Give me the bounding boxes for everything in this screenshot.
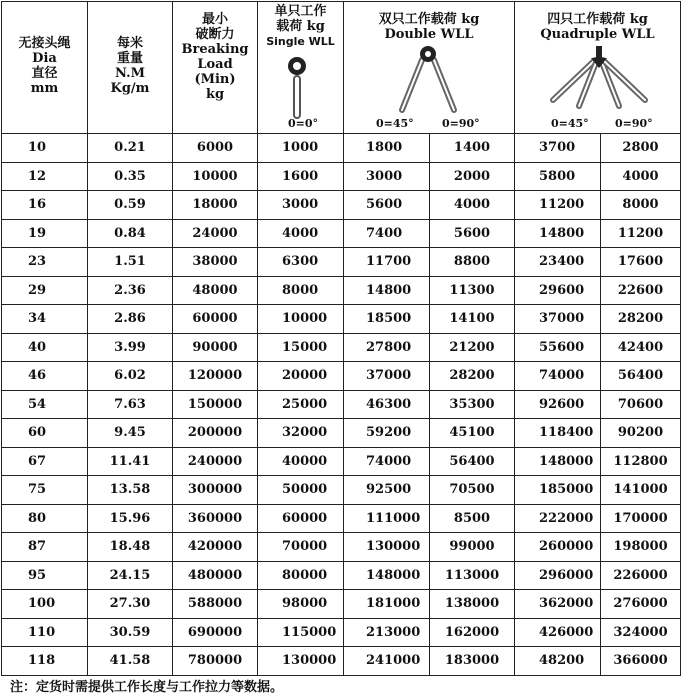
table-cell: 24.15: [88, 561, 173, 590]
table-cell: 59200: [344, 419, 430, 448]
table-cell: 28200: [601, 305, 681, 334]
table-cell: 90000: [173, 333, 258, 362]
table-row: [2, 362, 681, 391]
table-cell: 200000: [173, 419, 258, 448]
table-cell: 60: [2, 419, 88, 448]
table-cell: 25000: [258, 390, 344, 419]
table-cell: 46300: [344, 390, 430, 419]
table-cell: 74000: [515, 362, 601, 391]
header-weight-line: N.M: [115, 66, 145, 81]
table-cell: 0.35: [88, 162, 173, 191]
table-cell: 3700: [515, 134, 601, 163]
table-cell: 60000: [258, 504, 344, 533]
table-cell: 40: [2, 333, 88, 362]
table-cell: 1800: [344, 134, 430, 163]
table-cell: 8800: [430, 248, 515, 277]
table-cell: 38000: [173, 248, 258, 277]
table-cell: 118: [2, 647, 88, 676]
table-cell: 426000: [515, 618, 601, 647]
table-row: [2, 476, 681, 505]
table-cell: 27.30: [88, 590, 173, 619]
header-dia: [2, 2, 88, 134]
table-cell: 241000: [344, 647, 430, 676]
header-single-line: 单只工作: [274, 4, 327, 19]
table-cell: 324000: [601, 618, 681, 647]
table-cell: 24000: [173, 219, 258, 248]
header-quadruple-wll: [515, 2, 681, 134]
table-cell: 29600: [515, 276, 601, 305]
table-cell: 13.58: [88, 476, 173, 505]
table-cell: 55600: [515, 333, 601, 362]
table-cell: 5600: [430, 219, 515, 248]
table-cell: 420000: [173, 533, 258, 562]
table-cell: 10000: [258, 305, 344, 334]
table-cell: 480000: [173, 561, 258, 590]
table-cell: 18500: [344, 305, 430, 334]
table-row: [2, 504, 681, 533]
table-cell: 112800: [601, 447, 681, 476]
table-row: [2, 219, 681, 248]
table-cell: 70500: [430, 476, 515, 505]
table-row: [2, 533, 681, 562]
table-cell: 14800: [515, 219, 601, 248]
table-cell: 1400: [430, 134, 515, 163]
header-breaking-line: (Min): [194, 72, 236, 87]
table-cell: 183000: [430, 647, 515, 676]
table-row: [2, 561, 681, 590]
table-cell: 40000: [258, 447, 344, 476]
table-row: [2, 248, 681, 277]
header-double-line: 双只工作载荷 kg: [378, 12, 480, 27]
table-cell: 22600: [601, 276, 681, 305]
table-cell: 130000: [258, 647, 344, 676]
table-cell: 56400: [430, 447, 515, 476]
quadruple-sling-icon: [515, 2, 681, 134]
table-cell: 80000: [258, 561, 344, 590]
table-row: [2, 305, 681, 334]
table-cell: 30.59: [88, 618, 173, 647]
table-cell: 37000: [344, 362, 430, 391]
table-cell: 0.59: [88, 191, 173, 220]
table-cell: 588000: [173, 590, 258, 619]
table-row: [2, 590, 681, 619]
table-cell: 12: [2, 162, 88, 191]
table-cell: 98000: [258, 590, 344, 619]
table-cell: 5800: [515, 162, 601, 191]
table-cell: 21200: [430, 333, 515, 362]
table-row: [2, 191, 681, 220]
table-cell: 2800: [601, 134, 681, 163]
table-cell: 14100: [430, 305, 515, 334]
table-cell: 4000: [258, 219, 344, 248]
table-cell: 115000: [258, 618, 344, 647]
table-cell: 690000: [173, 618, 258, 647]
table-cell: 100: [2, 590, 88, 619]
table-cell: 366000: [601, 647, 681, 676]
table-cell: 4000: [601, 162, 681, 191]
header-dia-line: mm: [30, 81, 59, 96]
table-row: [2, 333, 681, 362]
table-cell: 92600: [515, 390, 601, 419]
table-cell: 260000: [515, 533, 601, 562]
table-cell: 23: [2, 248, 88, 277]
table-cell: 18000: [173, 191, 258, 220]
table-cell: 362000: [515, 590, 601, 619]
table-cell: 130000: [344, 533, 430, 562]
table-cell: 170000: [601, 504, 681, 533]
table-cell: 8000: [601, 191, 681, 220]
header-weight-line: Kg/m: [110, 81, 150, 96]
table-cell: 222000: [515, 504, 601, 533]
single-sling-icon: [258, 2, 344, 134]
table-cell: 34: [2, 305, 88, 334]
table-cell: 300000: [173, 476, 258, 505]
table-cell: 67: [2, 447, 88, 476]
table-cell: 70000: [258, 533, 344, 562]
header-dia-line: 无接头绳: [18, 36, 71, 51]
table-cell: 110: [2, 618, 88, 647]
table-cell: 148000: [515, 447, 601, 476]
table-cell: 29: [2, 276, 88, 305]
table-cell: 11200: [515, 191, 601, 220]
table-cell: 99000: [430, 533, 515, 562]
table-cell: 0.84: [88, 219, 173, 248]
table-cell: 226000: [601, 561, 681, 590]
table-cell: 276000: [601, 590, 681, 619]
table-cell: 7400: [344, 219, 430, 248]
table-cell: 1000: [258, 134, 344, 163]
table-cell: 15000: [258, 333, 344, 362]
table-cell: 7.63: [88, 390, 173, 419]
header-row: [2, 2, 681, 134]
table-cell: 8000: [258, 276, 344, 305]
quad-angle-45-label: 0=45°: [551, 117, 589, 130]
table-cell: 17600: [601, 248, 681, 277]
table-cell: 90200: [601, 419, 681, 448]
header-dia-line: Dia: [32, 51, 57, 66]
table-cell: 48200: [515, 647, 601, 676]
header-double-wll: [344, 2, 515, 134]
table-cell: 11.41: [88, 447, 173, 476]
table-cell: 6000: [173, 134, 258, 163]
table-cell: 10: [2, 134, 88, 163]
table-cell: 10000: [173, 162, 258, 191]
table-cell: 4000: [430, 191, 515, 220]
table-cell: 3000: [258, 191, 344, 220]
table-row: [2, 162, 681, 191]
header-quad-line: Quadruple WLL: [540, 27, 655, 42]
table-body: [2, 134, 681, 676]
table-cell: 23400: [515, 248, 601, 277]
table-cell: 37000: [515, 305, 601, 334]
table-cell: 11300: [430, 276, 515, 305]
table-cell: 48000: [173, 276, 258, 305]
table-cell: 46: [2, 362, 88, 391]
header-quad-line: 四只工作载荷 kg: [547, 12, 648, 27]
table-cell: 150000: [173, 390, 258, 419]
table-cell: 60000: [173, 305, 258, 334]
table-cell: 213000: [344, 618, 430, 647]
table-row: [2, 618, 681, 647]
table-cell: 141000: [601, 476, 681, 505]
table-cell: 35300: [430, 390, 515, 419]
table-row: [2, 134, 681, 163]
table-row: [2, 276, 681, 305]
table-cell: 50000: [258, 476, 344, 505]
header-dia-line: 直径: [31, 66, 58, 81]
table-cell: 1600: [258, 162, 344, 191]
table-cell: 3000: [344, 162, 430, 191]
header-breaking-line: 破断力: [195, 27, 235, 42]
table-cell: 111000: [344, 504, 430, 533]
table-cell: 0.21: [88, 134, 173, 163]
table-cell: 14800: [344, 276, 430, 305]
footer-note: 注：定货时需提供工作长度与工作拉力等数据。: [10, 680, 284, 695]
table-cell: 92500: [344, 476, 430, 505]
table-cell: 20000: [258, 362, 344, 391]
table-cell: 113000: [430, 561, 515, 590]
table-cell: 18.48: [88, 533, 173, 562]
table-cell: 185000: [515, 476, 601, 505]
header-breaking-line: 最小: [201, 12, 228, 27]
table-cell: 11700: [344, 248, 430, 277]
table-cell: 28200: [430, 362, 515, 391]
table-cell: 8500: [430, 504, 515, 533]
double-angle-45-label: 0=45°: [376, 117, 414, 130]
table-cell: 32000: [258, 419, 344, 448]
table-cell: 5600: [344, 191, 430, 220]
table-cell: 41.58: [88, 647, 173, 676]
table-cell: 120000: [173, 362, 258, 391]
wll-spec-table: [1, 1, 681, 676]
table-cell: 70600: [601, 390, 681, 419]
table-cell: 45100: [430, 419, 515, 448]
table-cell: 42400: [601, 333, 681, 362]
table-row: [2, 447, 681, 476]
table-cell: 6300: [258, 248, 344, 277]
table-cell: 780000: [173, 647, 258, 676]
table-cell: 6.02: [88, 362, 173, 391]
table-cell: 360000: [173, 504, 258, 533]
table-cell: 80: [2, 504, 88, 533]
table-cell: 118400: [515, 419, 601, 448]
header-double-line: Double WLL: [384, 27, 474, 42]
table-cell: 74000: [344, 447, 430, 476]
quad-angle-90-label: 0=90°: [615, 117, 653, 130]
table-cell: 56400: [601, 362, 681, 391]
table-cell: 87: [2, 533, 88, 562]
table-row: [2, 419, 681, 448]
table-cell: 2.86: [88, 305, 173, 334]
table-cell: 15.96: [88, 504, 173, 533]
table-cell: 95: [2, 561, 88, 590]
single-angle-label: 0=0°: [288, 117, 319, 130]
double-sling-icon: [344, 2, 515, 134]
table-cell: 181000: [344, 590, 430, 619]
table-cell: 16: [2, 191, 88, 220]
table-cell: 75: [2, 476, 88, 505]
table-cell: 138000: [430, 590, 515, 619]
double-angle-90-label: 0=90°: [442, 117, 480, 130]
table-row: [2, 647, 681, 676]
table-cell: 27800: [344, 333, 430, 362]
table-cell: 3.99: [88, 333, 173, 362]
table-cell: 296000: [515, 561, 601, 590]
header-weight: [88, 2, 173, 134]
table-cell: 1.51: [88, 248, 173, 277]
header-single-wll: [258, 2, 344, 134]
table-cell: 2000: [430, 162, 515, 191]
table-cell: 162000: [430, 618, 515, 647]
table-cell: 2.36: [88, 276, 173, 305]
table-cell: 9.45: [88, 419, 173, 448]
header-breaking-line: Breaking: [181, 42, 249, 57]
table-cell: 240000: [173, 447, 258, 476]
table-cell: 198000: [601, 533, 681, 562]
header-breaking-line: kg: [205, 87, 225, 102]
table-cell: 148000: [344, 561, 430, 590]
header-weight-line: 每米: [116, 36, 143, 51]
header-weight-line: 重量: [116, 51, 143, 66]
header-breaking-line: Load: [197, 57, 233, 72]
header-single-line: 载荷 kg: [276, 19, 325, 34]
table-cell: 11200: [601, 219, 681, 248]
header-single-line: Single WLL: [266, 35, 335, 48]
table-cell: 19: [2, 219, 88, 248]
header-breaking-load: [173, 2, 258, 134]
table-cell: 54: [2, 390, 88, 419]
table-row: [2, 390, 681, 419]
